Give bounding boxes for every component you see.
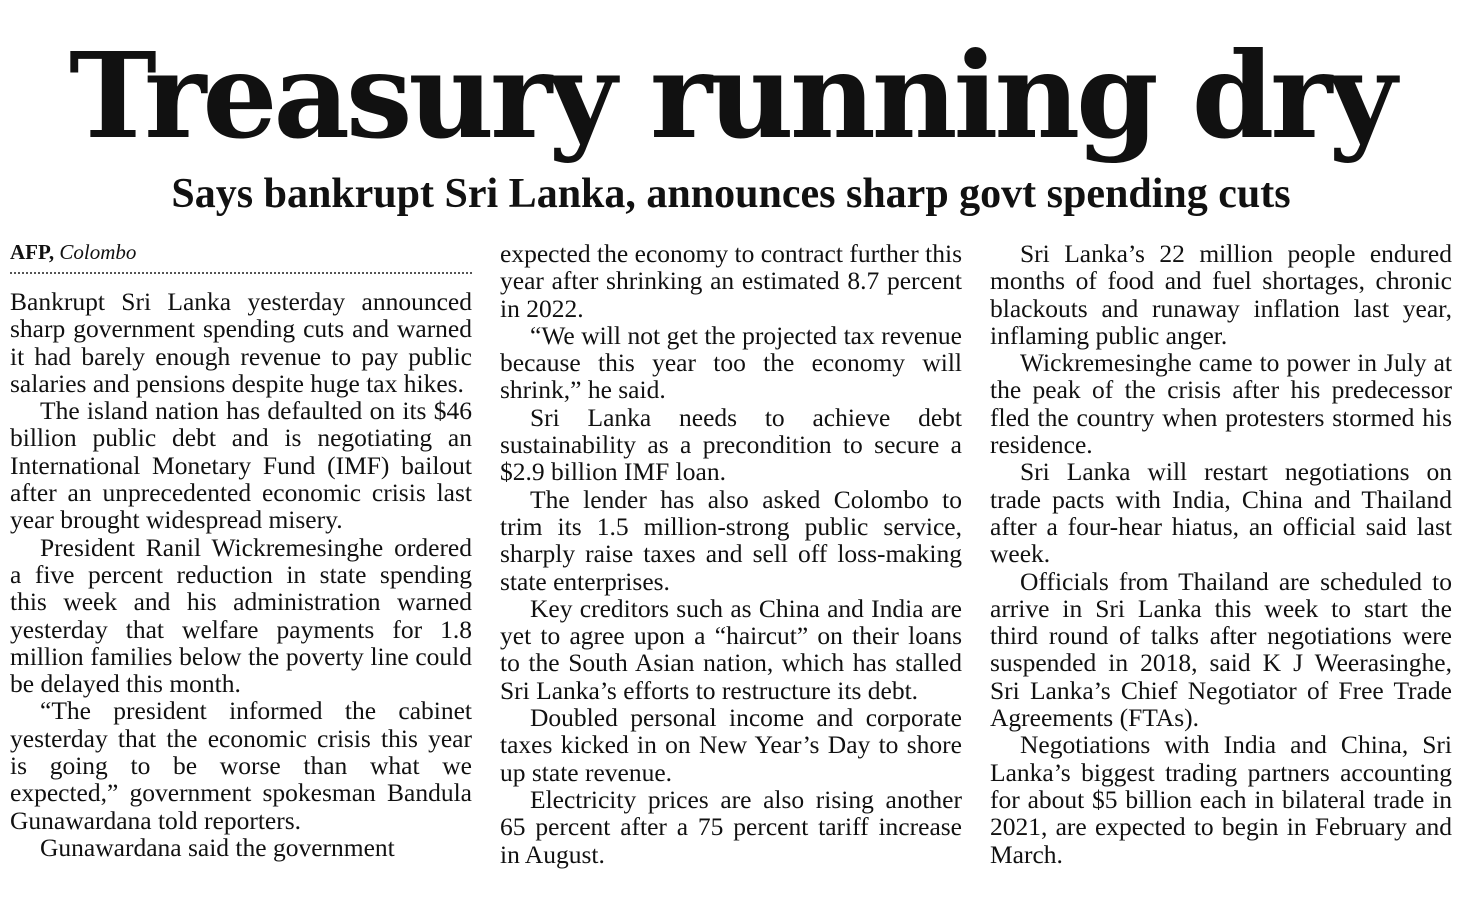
paragraph: Sri Lanka will restart negotiations on trade pacts with India, China and Thailand after a four-hear hiatus, an official said last week.: [990, 457, 1452, 569]
headline: Treasury running dry: [69, 26, 1393, 165]
byline: [10, 238, 472, 274]
subheadline: Says bankrupt Sri Lanka, announces sharp govt spending cuts: [171, 171, 1291, 217]
paragraph: Bankrupt Sri Lanka yesterday announced sharp government spending cuts and warned it had barely enough revenue to pay public salaries and pensions despite huge tax hikes.: [10, 287, 472, 398]
paragraph: expected the economy to contract further this year after shrinking an estimated 8.7 percent in 2022.: [500, 239, 962, 323]
paragraph: Doubled personal income and corporate taxes kicked in on New Year’s Day to shore up state revenue.: [500, 703, 962, 787]
byline-location: Colombo: [59, 240, 137, 264]
article-column-2: [500, 240, 962, 868]
paragraph: Electricity prices are also rising another 65 percent after a 75 percent tariff increase in August.: [500, 784, 962, 869]
byline-agency: AFP,: [10, 240, 55, 264]
paragraph: The lender has also asked Colombo to trim its 1.5 million-strong public service, sharply raise taxes and sell off loss-making state enterprises.: [500, 484, 962, 596]
paragraph: Gunawardana said the government: [40, 832, 395, 862]
paragraph: Officials from Thailand are scheduled to arrive in Sri Lanka this week to start the third round of talks after negotiations were suspended in 2018, said K J Weerasinghe, Sri Lanka’s Chief Negotiator of Free Trade Agreements (FTAs).: [990, 566, 1452, 733]
paragraph: “The president informed the cabinet yesterday that the economic crisis this year is going to be worse than what we expected,” government spokesman Bandula Gunawardana told reporters.: [10, 696, 472, 835]
paragraph: The island nation has defaulted on its $46 billion public debt and is negotiating an International Monetary Fund (IMF) bailout after an unprecedented economic crisis last year brought widespread misery.: [10, 396, 472, 535]
paragraph: Key creditors such as China and India are yet to agree upon a “haircut” on their loans to the South Asian nation, which has stalled Sri Lanka’s efforts to restructure its debt.: [500, 593, 962, 705]
paragraph: Sri Lanka needs to achieve debt sustainability as a precondition to secure a $2.9 billion IMF loan.: [500, 402, 962, 487]
article-column-3: [990, 240, 1452, 868]
paragraph: Sri Lanka’s 22 million people endured months of food and fuel shortages, chronic blackouts and runaway inflation last year, inflaming public anger.: [990, 239, 1452, 350]
paragraph: President Ranil Wickremesinghe ordered a five percent reduction in state spending this week and his administration warned yesterday that welfare payments for 1.8 million families below the poverty line could be delayed this month.: [10, 532, 472, 699]
paragraph: Wickremesinghe came to power in July at the peak of the crisis after his predecessor fled the country when protesters stormed his residence.: [990, 348, 1452, 460]
article-column-1: [10, 238, 472, 861]
paragraph: Negotiations with India and China, Sri Lanka’s biggest trading partners accounting for about $5 billion each in bilateral trade in 2021, are expected to begin in February and March.: [990, 730, 1452, 869]
paragraph: “We will not get the projected tax revenue because this year too the economy will shrink,” he said.: [500, 320, 962, 405]
